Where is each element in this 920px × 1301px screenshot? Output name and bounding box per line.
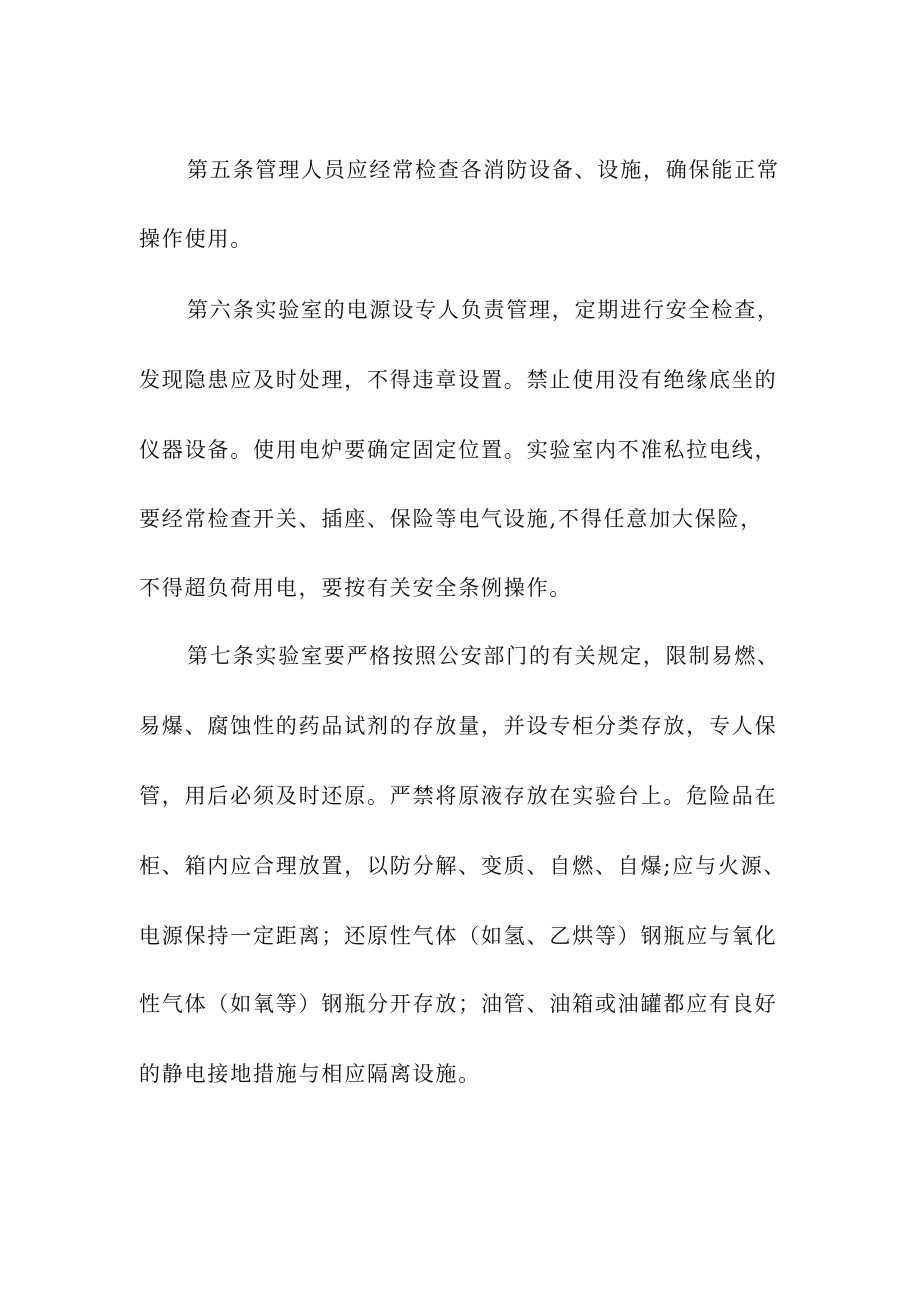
text-line: 第七条实验室要严格按照公安部门的有关规定，限制易燃、 bbox=[187, 644, 780, 668]
text-line: 易爆、腐蚀性的药品试剂的存放量，并设专柜分类存放，专人保 bbox=[139, 714, 778, 738]
text-line: 第六条实验室的电源设专人负责管理，定期进行安全检查， bbox=[187, 298, 780, 322]
text-line: 发现隐患应及时处理，不得违章设置。禁止使用没有绝缘底坐的 bbox=[139, 368, 778, 392]
text-line: 管，用后必须及时还原。严禁将原液存放在实验台上。危险品在 bbox=[139, 784, 778, 808]
text-line: 性气体（如氧等）钢瓶分开存放；油管、油箱或油罐都应有良好 bbox=[139, 992, 778, 1016]
text-line: 要经常检查开关、插座、保险等电气设施,不得任意加大保险， bbox=[139, 507, 764, 531]
text-line: 不得超负荷用电，要按有关安全条例操作。 bbox=[139, 576, 573, 600]
text-line: 仪器设备。使用电炉要确定固定位置。实验室内不准私拉电线， bbox=[139, 438, 778, 462]
text-line: 操作使用。 bbox=[139, 227, 253, 251]
text-line: 的静电接地措施与相应隔离设施。 bbox=[139, 1062, 481, 1086]
text-line: 电源保持一定距离；还原性气体（如氢、乙烘等）钢瓶应与氧化 bbox=[139, 924, 778, 948]
text-line: 柜、箱内应合理放置，以防分解、变质、自燃、自爆;应与火源、 bbox=[139, 854, 787, 878]
text-line: 第五条管理人员应经常检查各消防设备、设施，确保能正常 bbox=[187, 158, 780, 182]
